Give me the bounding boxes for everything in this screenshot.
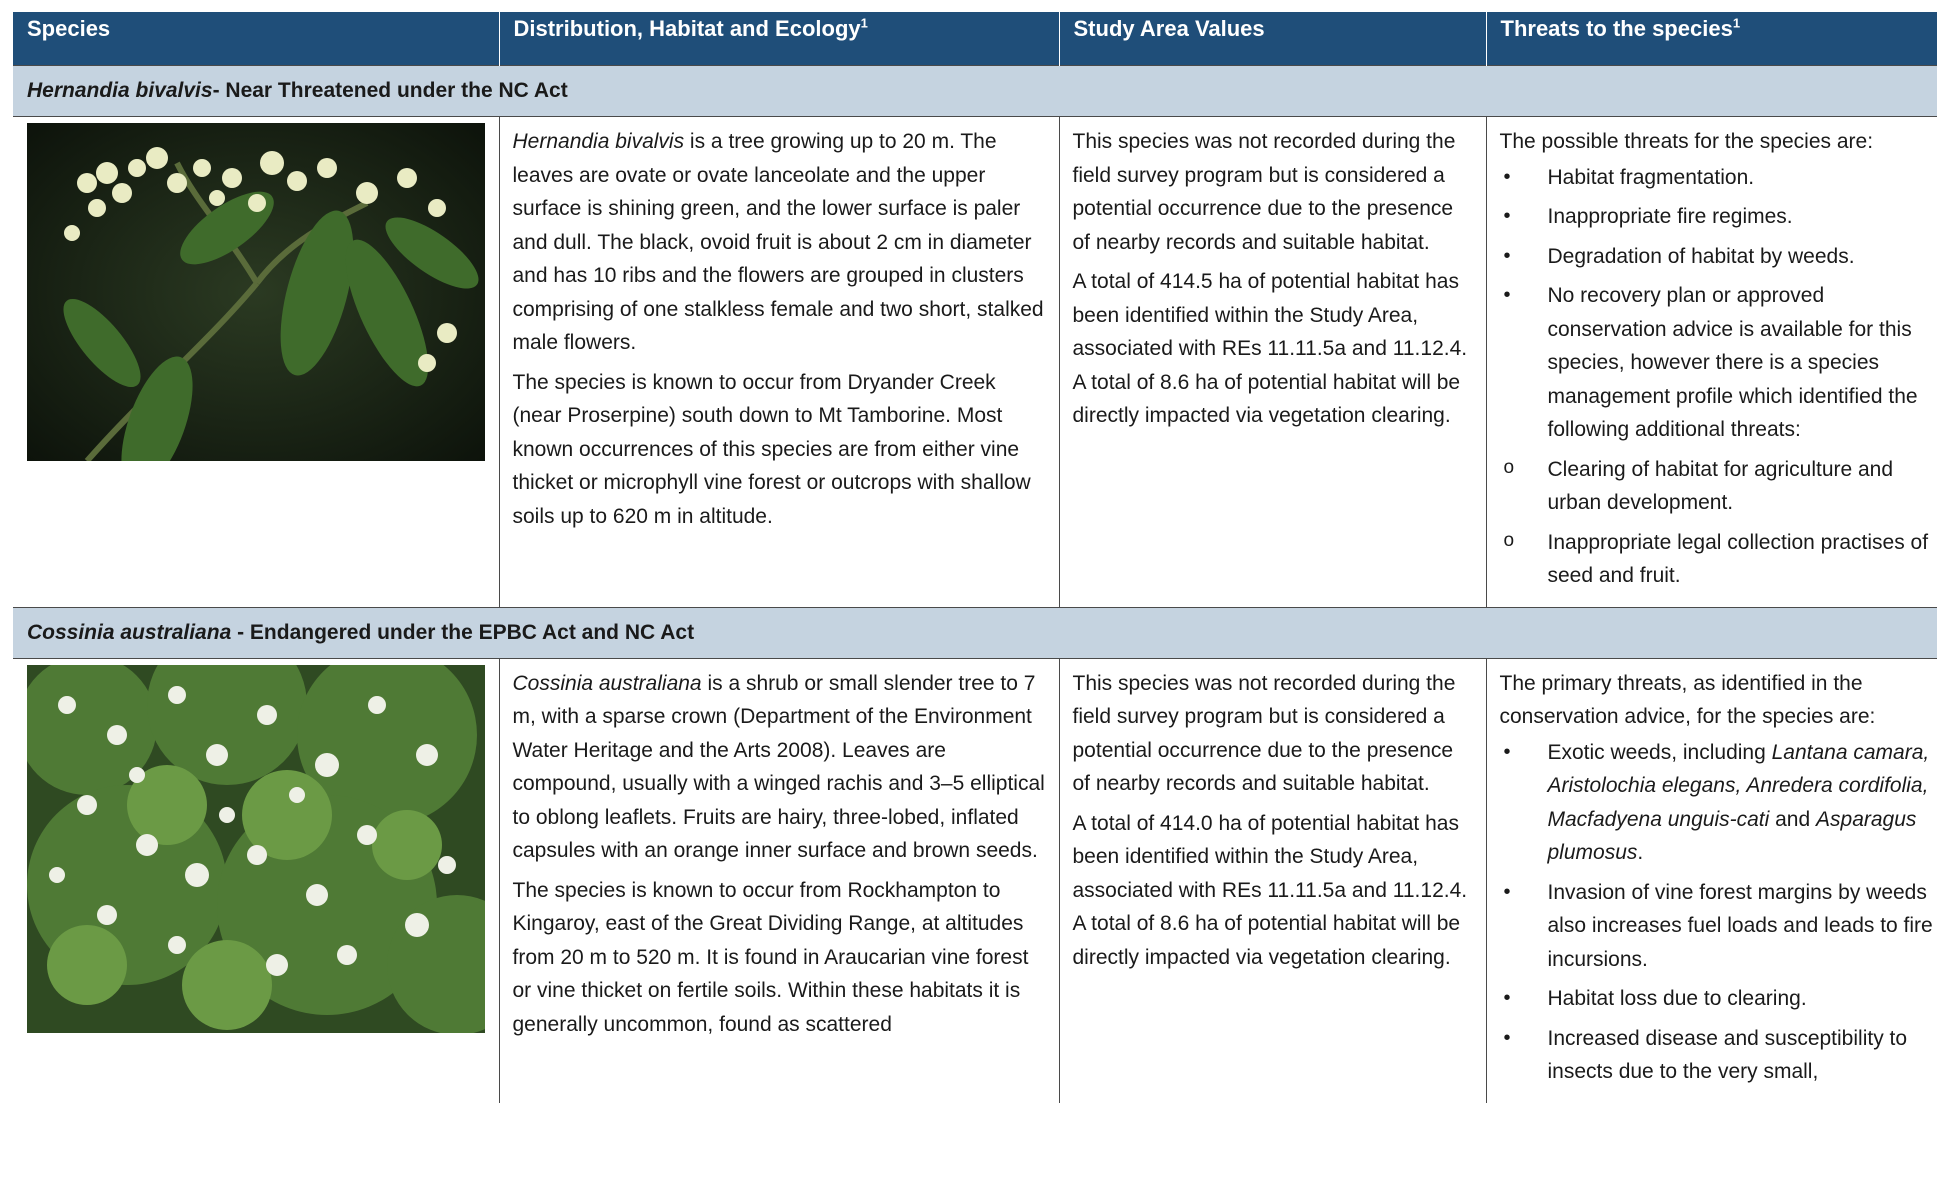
threat-list (1500, 161, 1937, 447)
threat-list (1500, 736, 1937, 1089)
list-item: • Degradation of habitat by weeds. (1500, 240, 1937, 274)
distribution-cell (499, 658, 1059, 1103)
species-name: Hernandia bivalvis (27, 79, 213, 103)
distribution-paragraph: The species is known to occur from Dryander Creek (near Proserpine) south down to Mt Tamborine. Most known occurrences of this species are from either vine thicket or microphyll vine forest or outcrops with shallow soils up to 620 m in altitude. (512, 370, 1031, 528)
species-name: Cossinia australiana (27, 620, 232, 644)
study-area-paragraph: This species was not recorded during the field survey program but is considered a potential occurrence due to the presence of nearby records and suitable habitat. (1072, 671, 1456, 795)
conservation-status: - Endangered under the EPBC Act and NC Act (231, 620, 695, 644)
footnote-marker: 1 (860, 15, 868, 31)
flowering-plant-photo (27, 123, 485, 461)
species-band (13, 66, 1937, 117)
list-item: • Exotic weeds, including Lantana camara, Aristolochia elegans, Anredera cordifolia, Macfadyena unguis-cati and Asparagus plumosus. (1500, 736, 1937, 870)
header-species: Species (13, 12, 499, 66)
header-study-area-values: Study Area Values (1059, 12, 1486, 66)
study-area-paragraph: A total of 414.0 ha of potential habitat has been identified within the Study Area, associated with REs 11.11.5a and 11.12.4. A total of 8.6 ha of potential habitat will be directly impacted via vegetation clearing. (1072, 811, 1468, 969)
list-item: • No recovery plan or approved conservation advice is available for this species, however there is a species management profile which identified the following additional threats: (1500, 279, 1937, 447)
list-item: • Invasion of vine forest margins by weeds also increases fuel loads and leads to fire incursions. (1500, 876, 1937, 977)
study-area-paragraph: A total of 414.5 ha of potential habitat has been identified within the Study Area, associated with REs 11.11.5a and 11.12.4. A total of 8.6 ha of potential habitat will be directly impacted via vegetation clearing. (1072, 270, 1468, 427)
distribution-paragraph: The species is known to occur from Rockhampton to Kingaroy, east of the Great Dividing Range, at altitudes from 20 m to 520 m. It is found in Araucarian vine forest or vine thicket on fertile soils. Within these habitats it is generally uncommon, found as scattered (512, 878, 1029, 1036)
list-item: • Habitat loss due to clearing. (1500, 982, 1937, 1016)
threats-intro: The primary threats, as identified in the conservation advice, for the species are: (1499, 671, 1876, 728)
shrub-photo (27, 665, 485, 1033)
conservation-status: - Near Threatened under the NC Act (212, 79, 568, 103)
species-band-row (13, 607, 1937, 658)
distribution-paragraph: Hernandia bivalvis is a tree growing up to 20 m. The leaves are ovate or ovate lanceolate and the upper surface is shining green, and the lower surface is paler and dull. The black, ovoid fruit is about 2 cm in diameter and has 10 ribs and the flowers are grouped in clusters comprising of one stalkless female and two short, stalked male flowers. (512, 130, 1044, 354)
species-table (13, 12, 1937, 1103)
list-item: • Habitat fragmentation. (1500, 161, 1937, 195)
species-photo-cell (13, 658, 499, 1103)
study-area-paragraph: This species was not recorded during the field survey program but is considered a potential occurrence due to the presence of nearby records and suitable habitat. (1072, 130, 1456, 254)
species-band (13, 607, 1937, 658)
threats-intro: The possible threats for the species are: (1499, 130, 1874, 153)
table-row (13, 658, 1937, 1103)
list-item: • Increased disease and susceptibility to insects due to the very small, (1500, 1022, 1937, 1089)
table-header (13, 12, 1937, 66)
study-area-cell (1059, 658, 1486, 1103)
table-row (13, 117, 1937, 608)
threats-cell (1486, 658, 1937, 1103)
species-photo-cell (13, 117, 499, 608)
list-item: • Inappropriate fire regimes. (1500, 200, 1937, 234)
threats-cell (1486, 117, 1937, 608)
header-threats: Threats to the species$^1$ (1486, 12, 1937, 66)
study-area-cell (1059, 117, 1486, 608)
distribution-cell (499, 117, 1059, 608)
list-item: o Clearing of habitat for agriculture and urban development. (1500, 453, 1937, 520)
list-item: o Inappropriate legal collection practises of seed and fruit. (1500, 526, 1937, 593)
footnote-marker: 1 (1732, 15, 1741, 31)
header-distribution: Distribution, Habitat and Ecology$^1$ (499, 12, 1059, 66)
additional-threat-list (1500, 453, 1937, 593)
distribution-paragraph: Cossinia australiana is a shrub or small slender tree to 7 m, with a sparse crown (Department of the Environment Water Heritage and the Arts 2008). Leaves are compound, usually with a winged rachis and 3–5 elliptical to oblong leaflets. Fruits are hairy, three-lobed, inflated capsules with an orange inner surface and brown seeds. (512, 671, 1045, 862)
species-band-row (13, 66, 1937, 117)
